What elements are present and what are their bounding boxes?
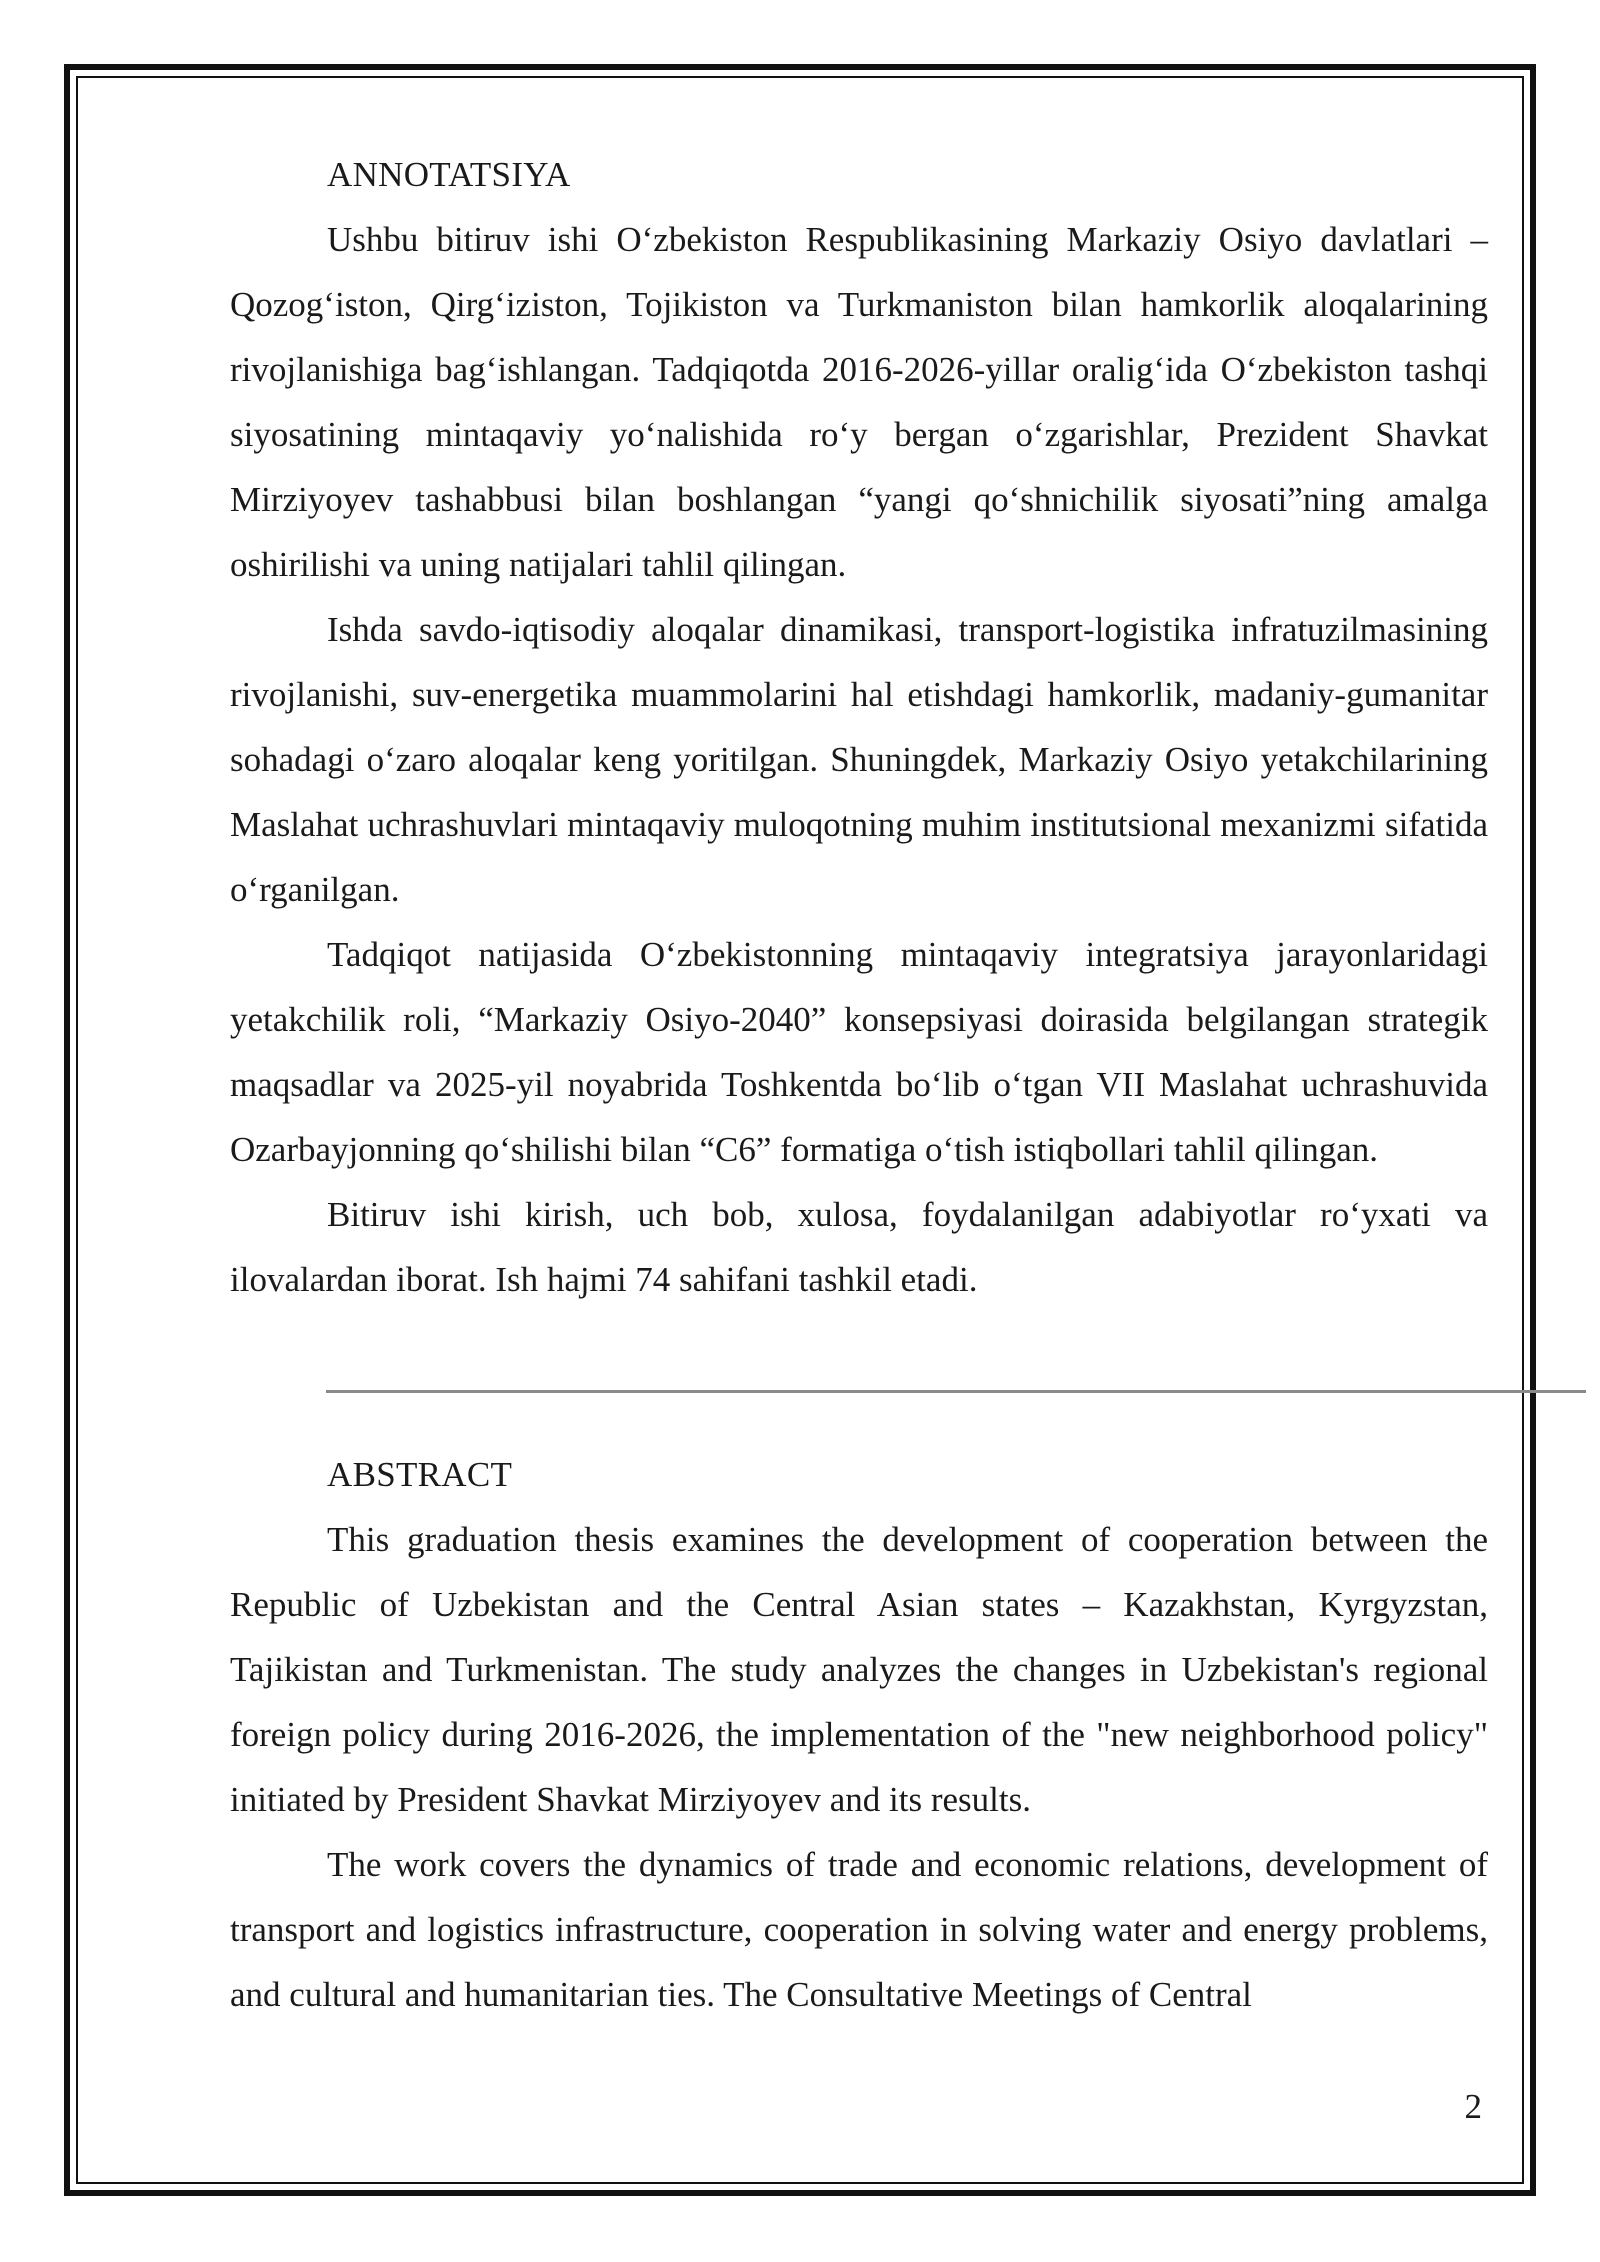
annotatsiya-paragraph-3: Tadqiqot natijasida O‘zbekistonning mintaqaviy integratsiya jarayonlaridagi yetakchilik roli, “Markaziy Osiyo-2040” konsepsiyasi doirasida belgilangan strategik maqsadlar va 2025-yil noyabrida Toshkentda bo‘lib o‘tgan VII Maslahat uchrashuvida Ozarbayjonning qo‘shilishi bilan “C6” formatiga o‘tish istiqbollari tahlil qilingan. bbox=[230, 935, 1488, 1169]
annotatsiya-paragraph-4: Bitiruv ishi kirish, uch bob, xulosa, foydalanilgan adabiyotlar ro‘yxati va ilovalardan iborat. Ish hajmi 74 sahifani tashkil etadi. bbox=[230, 1195, 1488, 1299]
abstract-paragraph-2: The work covers the dynamics of trade and economic relations, development of transport and logistics infrastructure, cooperation in solving water and energy problems, and cultural and humanitarian ties. The Consultative Meetings of Central bbox=[230, 1845, 1488, 2014]
annotatsiya-paragraph-1: Ushbu bitiruv ishi O‘zbekiston Respublikasining Markaziy Osiyo davlatlari – Qozog‘iston, Qirg‘iziston, Tojikiston va Turkmaniston bilan hamkorlik aloqalarining rivojlanishiga bag‘ishlangan. Tadqiqotda 2016-2026-yillar oralig‘ida O‘zbekiston tashqi siyosatining mintaqaviy yo‘nalishida ro‘y bergan o‘zgarishlar, Prezident Shavkat Mirziyoyev tashabbusi bilan boshlangan “yangi qo‘shnichilik siyosati”ning amalga oshirilishi va uning natijalari tahlil qilingan. bbox=[230, 220, 1488, 584]
abstract-heading: ABSTRACT bbox=[327, 1455, 513, 1494]
annotatsiya-section bbox=[230, 142, 1488, 1312]
annotatsiya-heading: ANNOTATSIYA bbox=[327, 155, 571, 194]
section-divider bbox=[326, 1390, 1586, 1393]
abstract-section bbox=[230, 1442, 1488, 2027]
abstract-paragraph-1: This graduation thesis examines the development of cooperation between the Republic of Uzbekistan and the Central Asian states – Kazakhstan, Kyrgyzstan, Tajikistan and Turkmenistan. The study analyzes the changes in Uzbekistan's regional foreign policy during 2016-2026, the implementation of the "new neighborhood policy" initiated by President Shavkat Mirziyoyev and its results. bbox=[230, 1520, 1488, 1819]
page-number: 2 bbox=[1464, 2087, 1482, 2126]
annotatsiya-paragraph-2: Ishda savdo-iqtisodiy aloqalar dinamikasi, transport-logistika infratuzilmasining rivojlanishi, suv-energetika muammolarini hal etishdagi hamkorlik, madaniy-gumanitar sohadagi o‘zaro aloqalar keng yoritilgan. Shuningdek, Markaziy Osiyo yetakchilarining Maslahat uchrashuvlari mintaqaviy muloqotning muhim institutsional mexanizmi sifatida o‘rganilgan. bbox=[230, 610, 1488, 909]
